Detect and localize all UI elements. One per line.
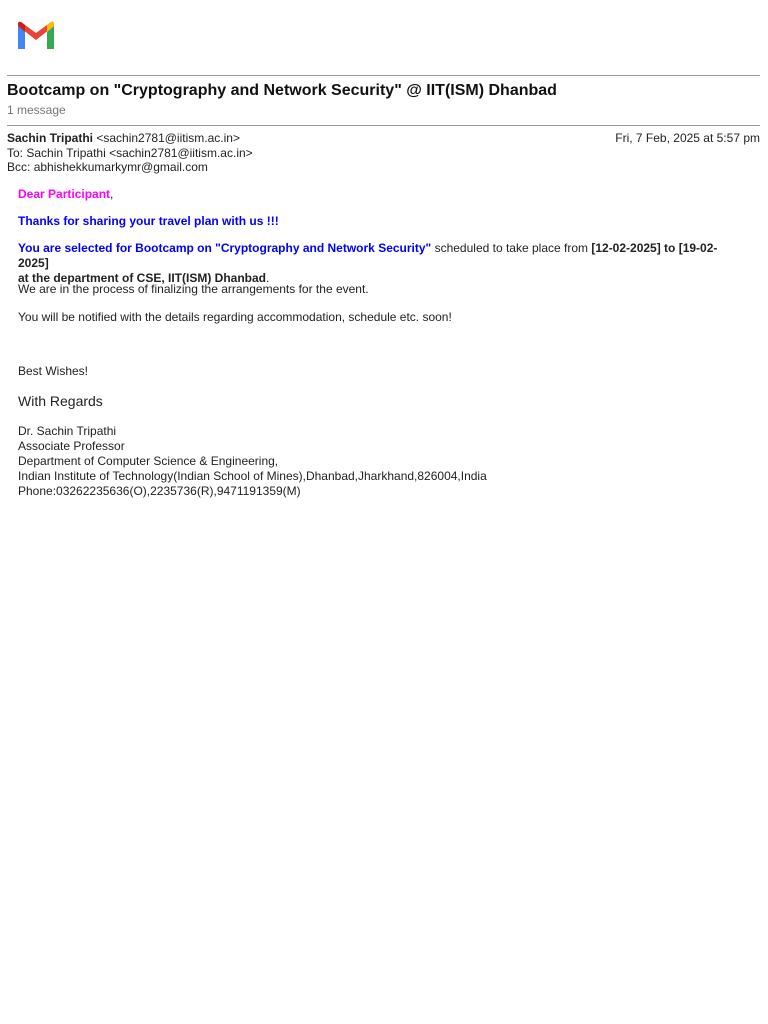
- thanks-line: [18, 214, 748, 229]
- signature-institute: Indian Institute of Technology(Indian School of Mines),Dhanbad,Jharkhand,826004,India: [18, 469, 487, 483]
- best-wishes: Best Wishes!: [18, 364, 89, 378]
- selection-end: .: [266, 271, 270, 285]
- sender-name: Sachin Tripathi: [7, 131, 94, 145]
- subject-divider: [7, 125, 760, 126]
- bcc-label: Bcc:: [7, 160, 31, 174]
- selection-mid: scheduled to take place from: [431, 241, 592, 255]
- message-date: Fri, 7 Feb, 2025 at 5:57 pm: [615, 131, 760, 145]
- signature-name: Dr. Sachin Tripathi: [18, 424, 117, 438]
- selection-dates: [12-02-2025] to [19-02-2025]: [18, 241, 718, 270]
- header-divider: [7, 75, 760, 76]
- to-label: To:: [7, 146, 24, 160]
- greeting: Dear Participant: [18, 187, 111, 201]
- signature-block: [18, 424, 487, 499]
- notified-line: You will be notified with the details regarding accommodation, schedule etc. soon!: [18, 310, 452, 324]
- signature-department: Department of Computer Science & Engineering,: [18, 454, 279, 468]
- to-value: Sachin Tripathi <sachin2781@iitism.ac.in>: [26, 146, 253, 160]
- selection-place: at the department of CSE, IIT(ISM) Dhanbad: [18, 271, 267, 285]
- greeting-punct: ,: [110, 187, 114, 201]
- process-line: We are in the process of finalizing the arrangements for the event.: [18, 282, 369, 296]
- gmail-logo-icon: [16, 20, 56, 52]
- thanks-text: Thanks for sharing your travel plan with us !!!: [18, 214, 279, 228]
- selection-text: You are selected for Bootcamp on "Cryptography and Network Security": [18, 241, 432, 255]
- with-regards: With Regards: [18, 393, 103, 409]
- bcc-line: [7, 160, 208, 175]
- signature-title: Associate Professor: [18, 439, 125, 453]
- message-count: 1 message: [7, 103, 66, 117]
- bcc-value: abhishekkumarkymr@gmail.com: [33, 160, 208, 174]
- sender-email: <sachin2781@iitism.ac.in>: [96, 131, 240, 145]
- thread-subject: Bootcamp on "Cryptography and Network Security" @ IIT(ISM) Dhanbad: [7, 82, 557, 99]
- greeting-line: [18, 187, 748, 202]
- selection-paragraph: [18, 241, 748, 286]
- sender-line: [7, 131, 240, 146]
- to-line: [7, 146, 253, 161]
- signature-phone: Phone:03262235636(O),2235736(R),9471191359(M): [18, 484, 301, 498]
